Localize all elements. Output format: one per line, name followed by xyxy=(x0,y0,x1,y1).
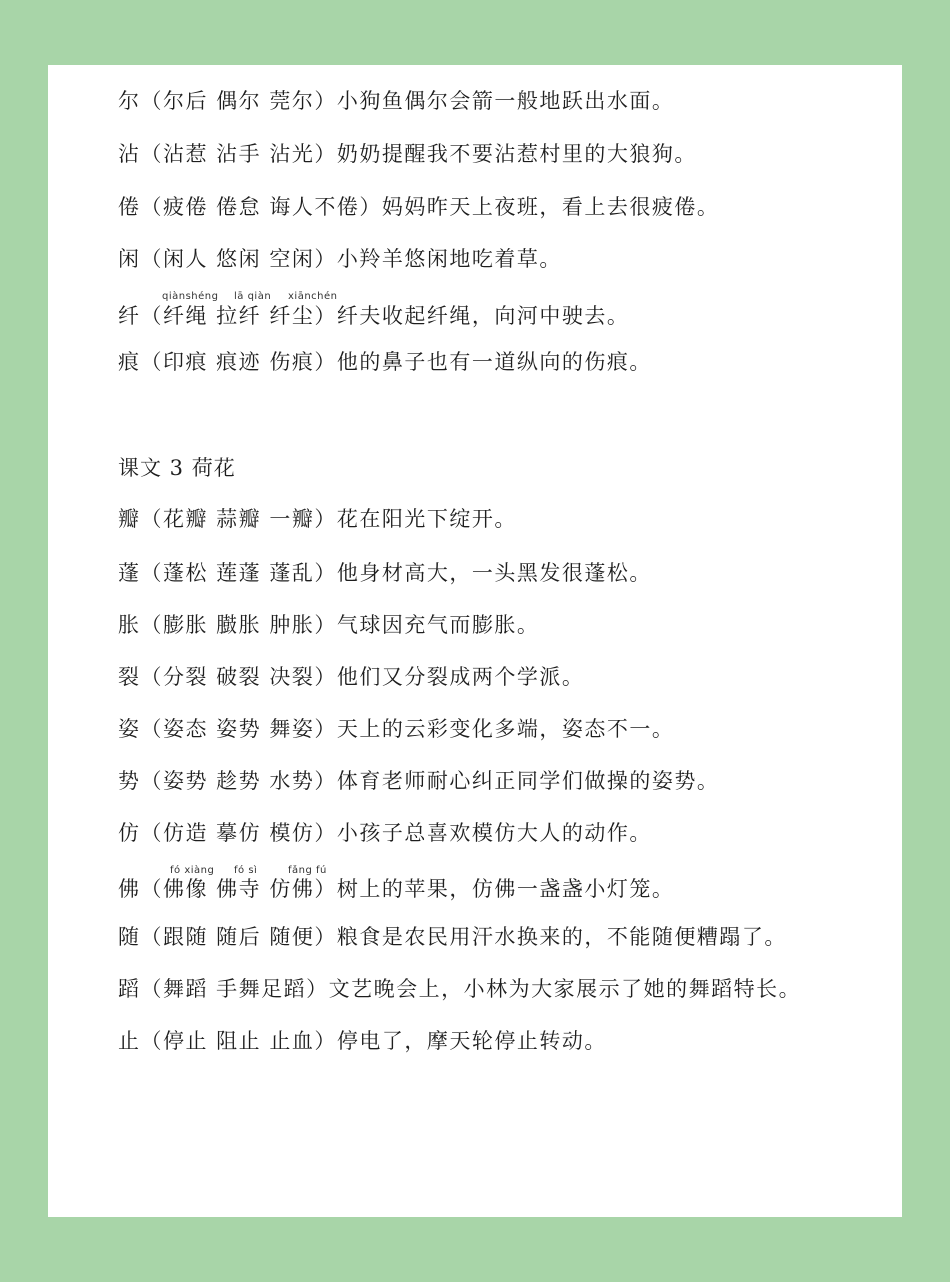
pinyin-annotation: qiànshéng xyxy=(162,291,219,302)
vocab-line: 随（跟随 随后 随便）粮食是农民用汗水换来的，不能随便糟蹋了。 xyxy=(118,925,787,949)
vocab-line: 仿（仿造 摹仿 模仿）小孩子总喜欢模仿大人的动作。 xyxy=(118,821,652,845)
vocab-line: 闲（闲人 悠闲 空闲）小羚羊悠闲地吃着草。 xyxy=(118,247,562,271)
vocab-line: 尔（尔后 偶尔 莞尔）小狗鱼偶尔会箭一般地跃出水面。 xyxy=(118,89,675,113)
pinyin-annotation: fó sì xyxy=(234,865,258,876)
vocab-line: 蓬（蓬松 莲蓬 蓬乱）他身材高大，一头黑发很蓬松。 xyxy=(118,561,652,585)
pinyin-annotation: xiānchén xyxy=(288,291,338,302)
pinyin-annotation: fó xiàng xyxy=(170,865,215,876)
section-title: 课文 3 荷花 xyxy=(118,456,236,480)
vocab-line: 沾（沾惹 沾手 沾光）奶奶提醒我不要沾惹村里的大狼狗。 xyxy=(118,142,697,166)
pinyin-annotation: lā qiàn xyxy=(234,291,272,302)
document-page xyxy=(48,65,902,1217)
vocab-line: 倦（疲倦 倦怠 诲人不倦）妈妈昨天上夜班，看上去很疲倦。 xyxy=(118,195,720,219)
vocab-line: 裂（分裂 破裂 决裂）他们又分裂成两个学派。 xyxy=(118,665,585,689)
vocab-line: 瓣（花瓣 蒜瓣 一瓣）花在阳光下绽开。 xyxy=(118,507,517,531)
vocab-line: 止（停止 阻止 止血）停电了，摩天轮停止转动。 xyxy=(118,1029,607,1053)
vocab-line: 蹈（舞蹈 手舞足蹈）文艺晚会上，小林为大家展示了她的舞蹈特长。 xyxy=(118,977,802,1001)
vocab-line: 势（姿势 趁势 水势）体育老师耐心纠正同学们做操的姿势。 xyxy=(118,769,720,793)
pinyin-annotation: fǎng fú xyxy=(288,865,327,876)
vocab-line: 姿（姿态 姿势 舞姿）天上的云彩变化多端，姿态不一。 xyxy=(118,717,675,741)
vocab-line: 胀（膨胀 臌胀 肿胀）气球因充气而膨胀。 xyxy=(118,613,540,637)
vocab-line: 佛（佛像 佛寺 仿佛）树上的苹果，仿佛一盏盏小灯笼。 xyxy=(118,877,675,901)
vocab-line: 痕（印痕 痕迹 伤痕）他的鼻子也有一道纵向的伤痕。 xyxy=(118,350,652,374)
vocab-line: 纤（纤绳 拉纤 纤尘）纤夫收起纤绳，向河中驶去。 xyxy=(118,304,630,328)
